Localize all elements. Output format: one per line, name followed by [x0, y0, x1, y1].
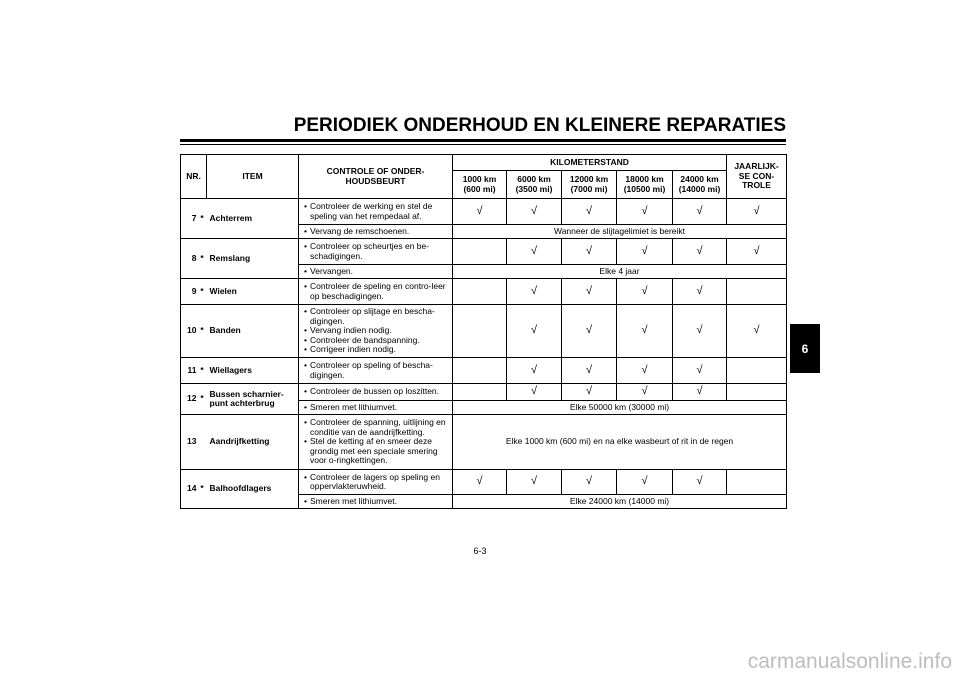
check-bullet: • Controleer de spanning, uitlijning en conditie van de aandrijfketting.	[302, 418, 449, 437]
check-mark: √	[617, 384, 673, 401]
header-interval: 24000 km (14000 mi)	[673, 171, 727, 199]
row-number: 12	[181, 384, 198, 415]
check-description	[299, 225, 453, 239]
check-bullet: • Controleer de werking en stel de speling van het rempedaal af.	[302, 202, 449, 221]
check-mark: √	[562, 305, 617, 358]
check-mark: √	[562, 470, 617, 495]
check-mark: √	[507, 279, 562, 305]
table-row	[181, 239, 787, 265]
check-bullet: • Vervang de remschoenen.	[302, 227, 449, 237]
check-mark: √	[617, 470, 673, 495]
check-mark: √	[673, 305, 727, 358]
check-mark: √	[507, 358, 562, 384]
header-interval: 18000 km (10500 mi)	[617, 171, 673, 199]
header-item: ITEM	[207, 155, 299, 199]
table-row	[181, 279, 787, 305]
check-description	[299, 415, 453, 470]
check-description	[299, 358, 453, 384]
check-bullet: • Controleer op scheurtjes en be-schadigingen.	[302, 242, 449, 261]
check-description	[299, 199, 453, 225]
check-mark: √	[673, 470, 727, 495]
check-mark: √	[617, 199, 673, 225]
title-rule-thick	[180, 139, 786, 142]
header-kilometerstand: KILOMETERSTAND	[453, 155, 727, 171]
item-name: Achterrem	[207, 199, 299, 239]
check-mark: √	[507, 199, 562, 225]
watermark: carmanualsonline.info	[747, 650, 952, 673]
row-number: 11	[181, 358, 198, 384]
check-mark: √	[562, 279, 617, 305]
item-name: Wiellagers	[207, 358, 299, 384]
empty-cell	[727, 279, 787, 305]
check-description	[299, 470, 453, 495]
check-bullet: • Corrigeer indien nodig.	[302, 345, 449, 355]
asterisk-marker: *	[198, 279, 207, 305]
check-mark: √	[727, 199, 787, 225]
empty-cell	[727, 470, 787, 495]
check-bullet: • Controleer op slijtage en bescha-digingen.	[302, 307, 449, 326]
check-description	[299, 305, 453, 358]
title-rule-thin	[180, 144, 786, 145]
check-bullet: • Controleer op speling of bescha-digingen.	[302, 361, 449, 380]
empty-cell	[453, 279, 507, 305]
check-mark: √	[673, 279, 727, 305]
empty-cell	[453, 384, 507, 401]
check-mark: √	[507, 470, 562, 495]
asterisk-marker: *	[198, 239, 207, 279]
item-name: Remslang	[207, 239, 299, 279]
check-bullet: • Stel de ketting af en smeer deze grondig met een speciale smering voor o-ringkettingen.	[302, 437, 449, 466]
check-bullet: • Controleer de bandspanning.	[302, 336, 449, 346]
check-mark: √	[562, 358, 617, 384]
row-number: 7	[181, 199, 198, 239]
maintenance-schedule-table	[180, 154, 787, 509]
row-number: 8	[181, 239, 198, 279]
check-mark: √	[617, 239, 673, 265]
table-row	[181, 470, 787, 495]
check-description	[299, 495, 453, 509]
page-number: 6-3	[473, 546, 487, 556]
check-bullet: • Smeren met lithiumvet.	[302, 403, 449, 413]
item-name: Banden	[207, 305, 299, 358]
check-mark: √	[507, 239, 562, 265]
header-annual: JAARLIJK- SE CON- TROLE	[727, 155, 787, 199]
check-description	[299, 384, 453, 401]
check-mark: √	[673, 199, 727, 225]
empty-cell	[453, 358, 507, 384]
table-row	[181, 358, 787, 384]
interval-span: Elke 1000 km (600 mi) en na elke wasbeurt of rit in de regen	[453, 415, 787, 470]
header-check: CONTROLE OF ONDER- HOUDSBEURT	[299, 155, 453, 199]
table-row	[181, 415, 787, 470]
asterisk-marker: *	[198, 470, 207, 509]
page-title: PERIODIEK ONDERHOUD EN KLEINERE REPARATIES	[293, 115, 786, 136]
check-mark: √	[727, 305, 787, 358]
item-name: Balhoofdlagers	[207, 470, 299, 509]
interval-span: Elke 50000 km (30000 mi)	[453, 401, 787, 415]
check-bullet: • Smeren met lithiumvet.	[302, 497, 449, 507]
interval-span: Elke 24000 km (14000 mi)	[453, 495, 787, 509]
asterisk-marker: *	[198, 305, 207, 358]
asterisk-marker: *	[198, 358, 207, 384]
interval-span: Elke 4 jaar	[453, 265, 787, 279]
asterisk-marker: *	[198, 199, 207, 239]
check-bullet: • Controleer de speling en contro-leer op beschadigingen.	[302, 282, 449, 301]
table-row	[181, 305, 787, 358]
interval-span: Wanneer de slijtagelimiet is bereikt	[453, 225, 787, 239]
row-number: 10	[181, 305, 198, 358]
check-bullet: • Controleer de bussen op loszitten.	[302, 387, 449, 397]
empty-cell	[727, 384, 787, 401]
check-mark: √	[562, 199, 617, 225]
check-bullet: • Vervangen.	[302, 267, 449, 277]
check-mark: √	[617, 358, 673, 384]
check-mark: √	[727, 239, 787, 265]
check-mark: √	[562, 384, 617, 401]
check-mark: √	[507, 305, 562, 358]
check-mark: √	[617, 305, 673, 358]
table-row	[181, 384, 787, 401]
empty-cell	[453, 305, 507, 358]
asterisk-marker: *	[198, 384, 207, 415]
check-mark: √	[673, 239, 727, 265]
check-bullet: • Vervang indien nodig.	[302, 326, 449, 336]
asterisk-marker	[198, 415, 207, 470]
header-interval: 1000 km (600 mi)	[453, 171, 507, 199]
table-row	[181, 199, 787, 225]
row-number: 13	[181, 415, 198, 470]
row-number: 14	[181, 470, 198, 509]
empty-cell	[453, 239, 507, 265]
header-nr: NR.	[181, 155, 207, 199]
item-name: Aandrijfketting	[207, 415, 299, 470]
check-description	[299, 265, 453, 279]
empty-cell	[727, 358, 787, 384]
check-description	[299, 239, 453, 265]
header-interval: 6000 km (3500 mi)	[507, 171, 562, 199]
header-interval: 12000 km (7000 mi)	[562, 171, 617, 199]
check-mark: √	[673, 384, 727, 401]
check-description	[299, 401, 453, 415]
item-name: Bussen scharnier- punt achterbrug	[207, 384, 299, 415]
check-mark: √	[453, 199, 507, 225]
row-number: 9	[181, 279, 198, 305]
check-mark: √	[617, 279, 673, 305]
check-mark: √	[562, 239, 617, 265]
check-mark: √	[507, 384, 562, 401]
check-bullet: • Controleer de lagers op speling en oppervlakteruwheid.	[302, 473, 449, 492]
check-mark: √	[453, 470, 507, 495]
item-name: Wielen	[207, 279, 299, 305]
check-description	[299, 279, 453, 305]
chapter-tab: 6	[790, 324, 820, 373]
check-mark: √	[673, 358, 727, 384]
